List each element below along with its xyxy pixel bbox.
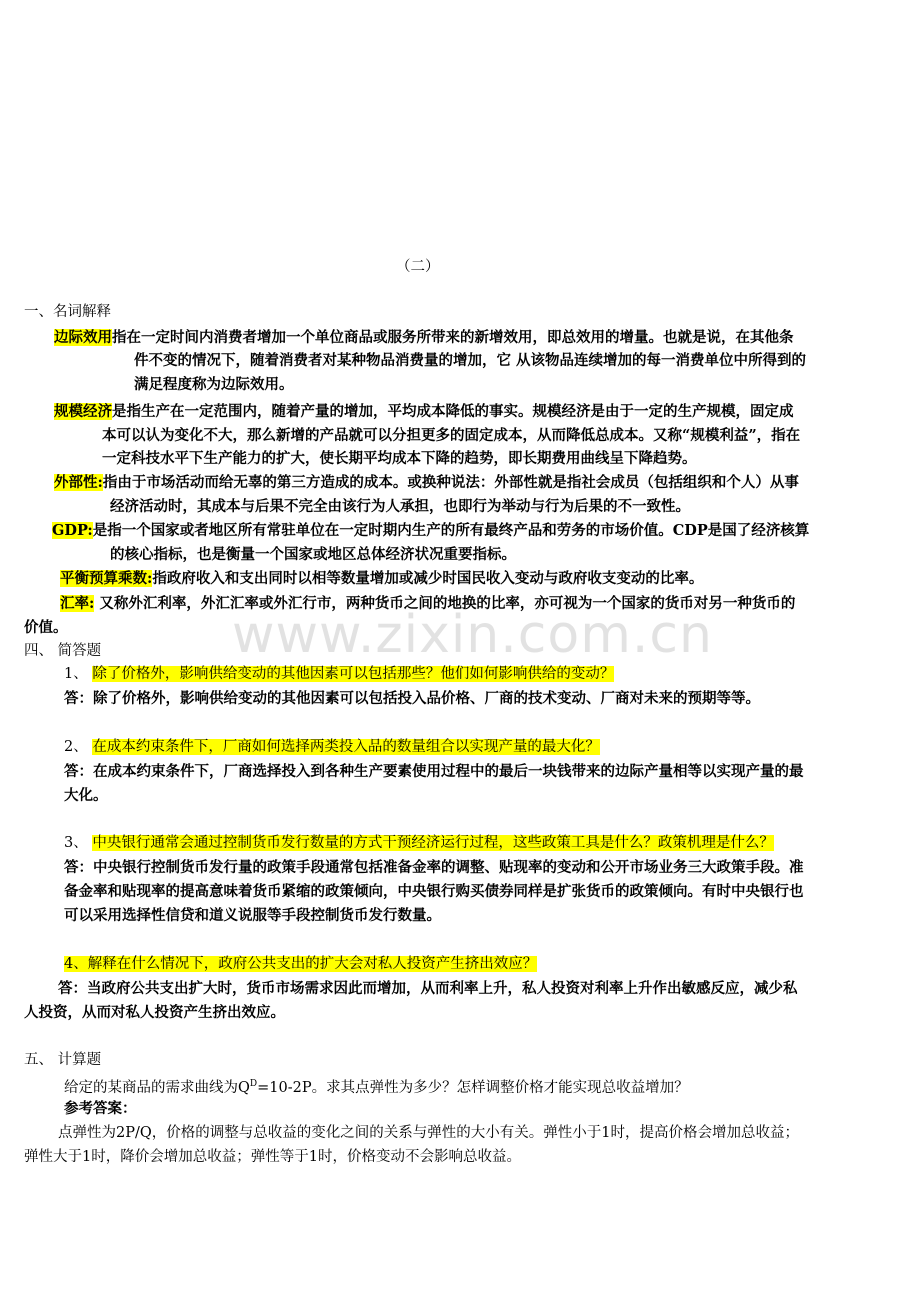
term-definition: 又称外汇利率，外汇汇率或外汇行市，两种货币之间的地换的比率，亦可视为一个国家的货币对另一种货币的 — [94, 595, 796, 612]
question-2 — [64, 737, 600, 757]
term-marginal-utility — [54, 328, 794, 348]
answer-line: 大化。 — [64, 787, 108, 804]
section-heading-calculation: 五、 计算题 — [24, 1052, 102, 1068]
term-gdp — [52, 521, 809, 541]
term-externality — [54, 473, 799, 493]
term-label: 外部性: — [54, 474, 103, 491]
term-definition-line: 经济活动时，其成本与后果不完全由该行为人承担，也即行为举动与行为后果的不一致性。 — [110, 498, 690, 515]
question-text: 在成本约束条件下，厂商如何选择两类投入品的数量组合以实现产量的最大化？ — [92, 739, 600, 755]
answer-line: 答：在成本约束条件下，厂商选择投入到各种生产要素使用过程中的最后一块钱带来的边际产量相等以实现产量的最 — [64, 763, 804, 780]
question-number: 1、 — [64, 666, 88, 682]
question-3 — [64, 833, 774, 853]
answer-line: 可以采用选择性信贷和道义说服等手段控制货币发行数量。 — [64, 907, 441, 924]
section-heading-short-answer: 四、 简答题 — [24, 643, 102, 659]
page-subtitle: （二） — [396, 259, 440, 275]
term-definition: 是指生产在一定范围内，随着产量的增加，平均成本降低的事实。规模经济是由于一定的生产规模，固定成 — [112, 403, 794, 420]
term-label: 规模经济 — [54, 403, 112, 420]
term-definition-line: 满足程度称为边际效用。 — [134, 376, 294, 393]
question-text: 4、解释在什么情况下，政府公共支出的扩大会对私人投资产生挤出效应？ — [64, 956, 538, 972]
question-number: 2、 — [64, 739, 88, 755]
term-definition-line: 件不变的情况下，随着消费者对某种物品消费量的增加，它 从该物品连续增加的每一消费单位中所得到的 — [134, 352, 807, 369]
term-economies-of-scale — [54, 402, 794, 422]
term-definition-line: 本可以认为变化不大，那么新增的产品就可以分担更多的固定成本，从而降低总成本。又称“规模利益”，指在 — [102, 427, 801, 444]
question-number: 3、 — [64, 835, 88, 851]
term-definition: 是指一个国家或者地区所有常驻单位在一定时期内生产的所有最终产品和劳务的市场价值。CDP是国了经济核算 — [92, 522, 810, 539]
answer-line: 点弹性为2P/Q，价格的调整与总收益的变化之间的关系与弹性的大小有关。弹性小于1时，提高价格会增加总收益； — [58, 1125, 799, 1141]
answer-line: 备金率和贴现率的提高意味着货币紧缩的政策倾向，中央银行购买债券同样是扩张货币的政策倾向。有时中央银行也 — [64, 883, 804, 900]
reference-answer-label: 参考答案： — [64, 1100, 137, 1117]
term-definition: 指由于市场活动而给无辜的第三方造成的成本。或换种说法：外部性就是指社会成员（包括组织和个人）从事 — [102, 474, 799, 491]
term-exchange-rate — [60, 594, 795, 614]
question-1 — [64, 664, 614, 684]
term-label: 平衡预算乘数: — [60, 570, 153, 587]
question-text: 除了价格外，影响供给变动的其他因素可以包括那些？他们如何影响供给的变动？ — [92, 666, 615, 682]
term-definition: 指在一定时间内消费者增加一个单位商品或服务所带来的新增效用，即总效用的增量。也就是说，在其他条 — [112, 329, 794, 346]
answer-line: 人投资，从而对私人投资产生挤出效应。 — [24, 1004, 285, 1021]
answer-line: 答：中央银行控制货币发行量的政策手段通常包括准备金率的调整、贴现率的变动和公开市场业务三大政策手段。准 — [64, 859, 804, 876]
term-balanced-budget-multiplier — [60, 569, 703, 589]
question-4 — [64, 954, 537, 974]
problem-statement: 给定的某商品的需求曲线为$Q^D=10-2P$。求其点弹性为多少？怎样调整价格才能实现总收益增加？ — [64, 1079, 689, 1096]
term-definition-line: 价值。 — [24, 619, 68, 636]
term-definition-line: 的核心指标，也是衡量一个国家或地区总体经济状况重要指标。 — [110, 546, 516, 563]
term-label: 边际效用 — [54, 329, 112, 346]
term-definition: 指政府收入和支出同时以相等数量增加或减少时国民收入变动与政府收支变动的比率。 — [152, 570, 704, 587]
section-heading-definitions: 一、名词解释 — [24, 304, 111, 320]
answer-line: 答：除了价格外，影响供给变动的其他因素可以包括投入品价格、厂商的技术变动、厂商对未来的预期等等。 — [64, 690, 760, 707]
question-text: 中央银行通常会通过控制货币发行数量的方式干预经济运行过程，这些政策工具是什么？政策机理是什么？ — [92, 835, 774, 851]
answer-line: 弹性大于1时，降价会增加总收益；弹性等于1时，价格变动不会影响总收益。 — [24, 1149, 521, 1165]
term-label: GDP: — [52, 522, 93, 539]
term-definition-line: 一定科技水平下生产能力的扩大，使长期平均成本下降的趋势，即长期费用曲线呈下降趋势。 — [102, 450, 697, 467]
answer-line: 答：当政府公共支出扩大时，货币市场需求因此而增加，从而利率上升，私人投资对利率上升作出敏感反应，减少私 — [58, 980, 798, 997]
watermark: www.zixin.com.cn — [232, 605, 713, 665]
term-label: 汇率: — [60, 595, 95, 612]
